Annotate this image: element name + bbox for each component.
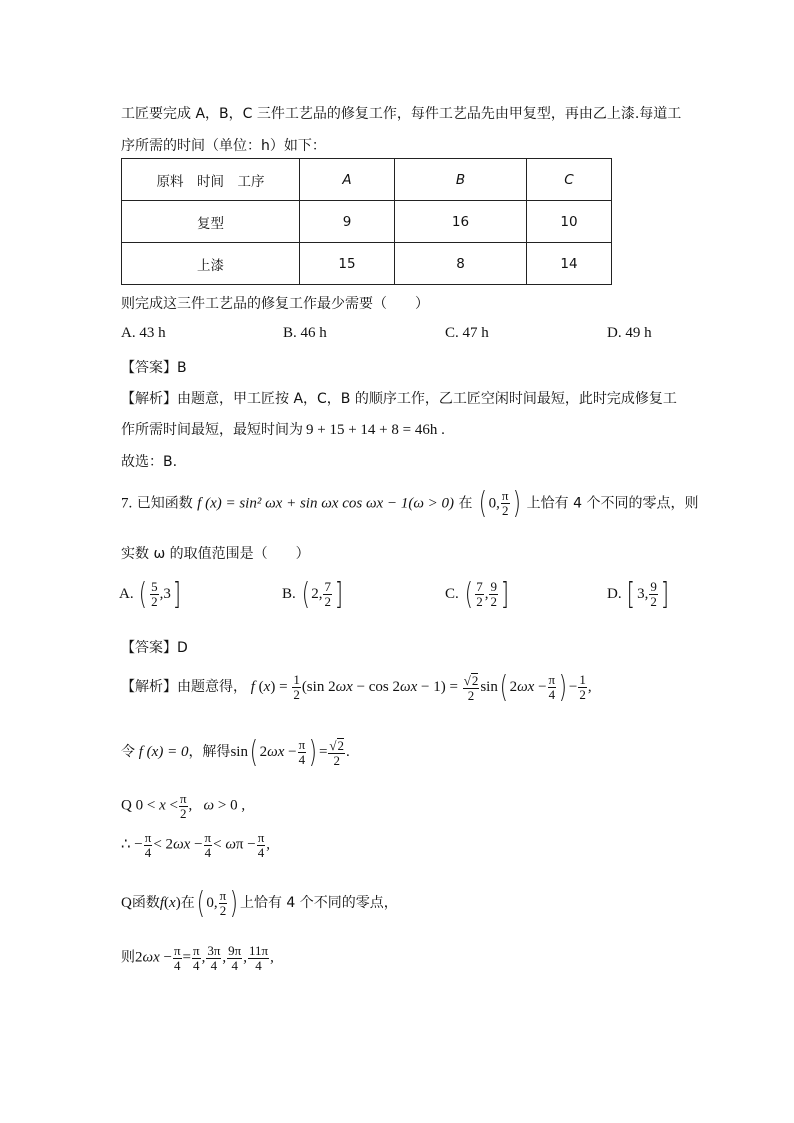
table-cell: 复型 [122, 201, 300, 243]
problem7-stem-line2: 实数 ω 的取值范围是（ ） [121, 546, 310, 562]
problem6-analysis-line2: 作所需时间最短，最短时间为 9 + 15 + 14 + 8 = 46h . [121, 422, 445, 438]
problem7-answer: 【答案】D [121, 640, 188, 656]
table-row [122, 201, 612, 243]
table-header-cell: C [527, 159, 612, 201]
problem7-option-a: A. ( $\frac{5}{2}$ ,3] [119, 577, 181, 612]
problem7-option-d: D. [ 3, $\frac{9}{2}$ ] [607, 577, 669, 612]
problem6-conclusion: 故选：B. [121, 454, 178, 470]
table-cell: 9 [300, 201, 395, 243]
problem6-intro-line1: 工匠要完成 A，B，C 三件工艺品的修复工作，每件工艺品先由甲复型，再由乙上漆.每道工 [121, 106, 682, 122]
table-header-row [122, 159, 612, 201]
problem6-option-d: D. 49 h [607, 325, 652, 341]
table-cell: 16 [395, 201, 527, 243]
problem6-option-a: A. 43 h [121, 325, 166, 341]
problem7-option-b: B. ( 2, $\frac{7}{2}$ ] [282, 577, 343, 612]
problem7-analysis-line6: 则2ωx − $\frac{\pi}{4}$ = $\frac{\pi}{4}$ , $\frac{3\pi}{4}$ , $\frac{9\pi}{4}$ , $\frac{11\pi}{4}$ , [121, 943, 274, 973]
problem6-option-c: C. 47 h [445, 325, 489, 341]
table-header-cell: B [395, 159, 527, 201]
problem7-option-c: C. ( $\frac{7}{2}$ , $\frac{9}{2}$ ] [445, 577, 509, 612]
table-header-cell: A [300, 159, 395, 201]
problem7-analysis-line1: 【解析】由题意得， f (x) = $\frac{1}{2}$ (sin 2ωx − cos 2ωx − 1) = $\frac{√2}{2}$ sin( 2ωx − $\frac{\pi}{4}$ ) − $\frac{1}{2}$ , [121, 670, 592, 705]
table-row [122, 243, 612, 285]
problem6-option-b: B. 46 h [283, 325, 327, 341]
problem7-analysis-line2: 令 f (x) = 0，解得sin( 2ωx − $\frac{\pi}{4}$ ) = $\frac{√2}{2}$ . [121, 735, 350, 770]
process-time-table [121, 158, 612, 285]
problem6-question: 则完成这三件工艺品的修复工作最少需要（ ） [121, 296, 429, 312]
table-cell: 14 [527, 243, 612, 285]
problem6-intro-line2: 序所需的时间（单位：h）如下： [121, 138, 326, 154]
problem7-analysis-line3: Q 0 < x < $\frac{\pi}{2}$ , ω > 0 , [121, 791, 246, 821]
problem6-answer: 【答案】B [121, 360, 187, 376]
table-cell: 15 [300, 243, 395, 285]
table-cell: 10 [527, 201, 612, 243]
problem7-analysis-line5: Q函数f(x)在( 0, $\frac{\pi}{2}$ ) 上恰有 4 个不同的零点， [121, 886, 398, 921]
table-cell: 8 [395, 243, 527, 285]
table-cell: 上漆 [122, 243, 300, 285]
problem7-stem: 7. 已知函数 f (x) = sin² ωx + sin ωx cos ωx − 1(ω > 0) 在 ( 0, $\frac{\pi}{2}$ ) 上恰有 4 个不同的零点，则 [121, 486, 699, 521]
problem7-analysis-line4: ∴ − $\frac{\pi}{4}$ < 2ωx − $\frac{\pi}{4}$ < ωπ − $\frac{\pi}{4}$ , [121, 830, 271, 860]
problem6-analysis-line1: 【解析】由题意，甲工匠按 A，C，B 的顺序工作，乙工匠空闲时间最短，此时完成修复工 [121, 391, 677, 407]
table-header-cell: 原料 时间 工序 [122, 159, 300, 201]
